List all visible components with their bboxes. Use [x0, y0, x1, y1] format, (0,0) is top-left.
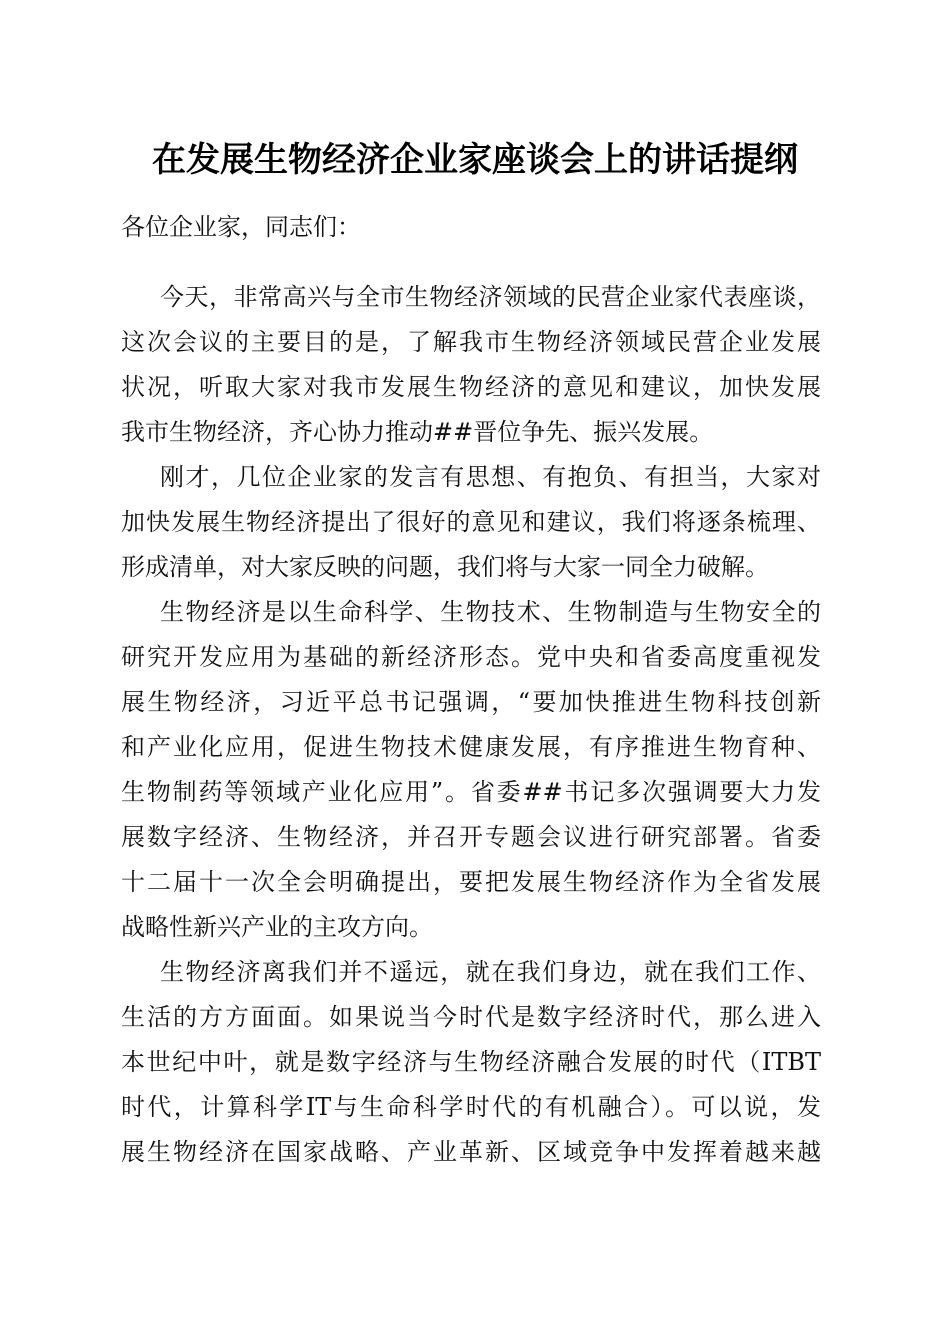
paragraph-line: 生活的方方面面。如果说当今时代是数字经济时代，那么进入 [121, 1003, 821, 1031]
paragraph-line: 展数字经济、生物经济，并召开专题会议进行研究部署。省委 [121, 823, 821, 851]
paragraph-line: 生物经济离我们并不遥远，就在我们身边，就在我们工作、 [160, 958, 821, 986]
paragraph-line: 十二届十一次全会明确提出，要把发展生物经济作为全省发展 [121, 868, 821, 896]
paragraph-line: 生物经济是以生命科学、生物技术、生物制造与生物安全的 [160, 598, 821, 626]
paragraph-line: 刚才，几位企业家的发言有思想、有抱负、有担当，大家对 [160, 463, 821, 491]
paragraph-line: 今天，非常高兴与全市生物经济领域的民营企业家代表座谈， [160, 283, 821, 311]
paragraph-line: 这次会议的主要目的是，了解我市生物经济领域民营企业发展 [121, 328, 821, 356]
document-title: 在发展生物经济企业家座谈会上的讲话提纲 [152, 140, 798, 180]
paragraph-line: 研究开发应用为基础的新经济形态。党中央和省委高度重视发 [121, 643, 821, 671]
paragraph-line: 我市生物经济，齐心协力推动##晋位争先、振兴发展。 [121, 418, 714, 446]
paragraph-line: 时代，计算科学IT与生命科学时代的有机融合）。可以说，发 [121, 1093, 821, 1121]
paragraph-line: 加快发展生物经济提出了很好的意见和建议，我们将逐条梳理、 [121, 508, 821, 536]
paragraph-line: 和产业化应用，促进生物技术健康发展，有序推进生物育种、 [121, 733, 821, 761]
paragraph-line: 展生物经济在国家战略、产业革新、区域竞争中发挥着越来越 [121, 1138, 821, 1166]
paragraph-line: 生物制药等领域产业化应用”。省委##书记多次强调要大力发 [121, 778, 821, 806]
paragraph-line: 本世纪中叶，就是数字经济与生物经济融合发展的时代（ITBT [121, 1048, 821, 1076]
salutation: 各位企业家，同志们： [121, 213, 361, 241]
paragraph-line: 战略性新兴产业的主攻方向。 [121, 913, 433, 941]
paragraph-line: 展生物经济，习近平总书记强调，“要加快推进生物科技创新 [121, 688, 821, 716]
paragraph-line: 形成清单，对大家反映的问题，我们将与大家一同全力破解。 [121, 553, 769, 581]
paragraph-line: 状况，听取大家对我市发展生物经济的意见和建议，加快发展 [121, 373, 821, 401]
